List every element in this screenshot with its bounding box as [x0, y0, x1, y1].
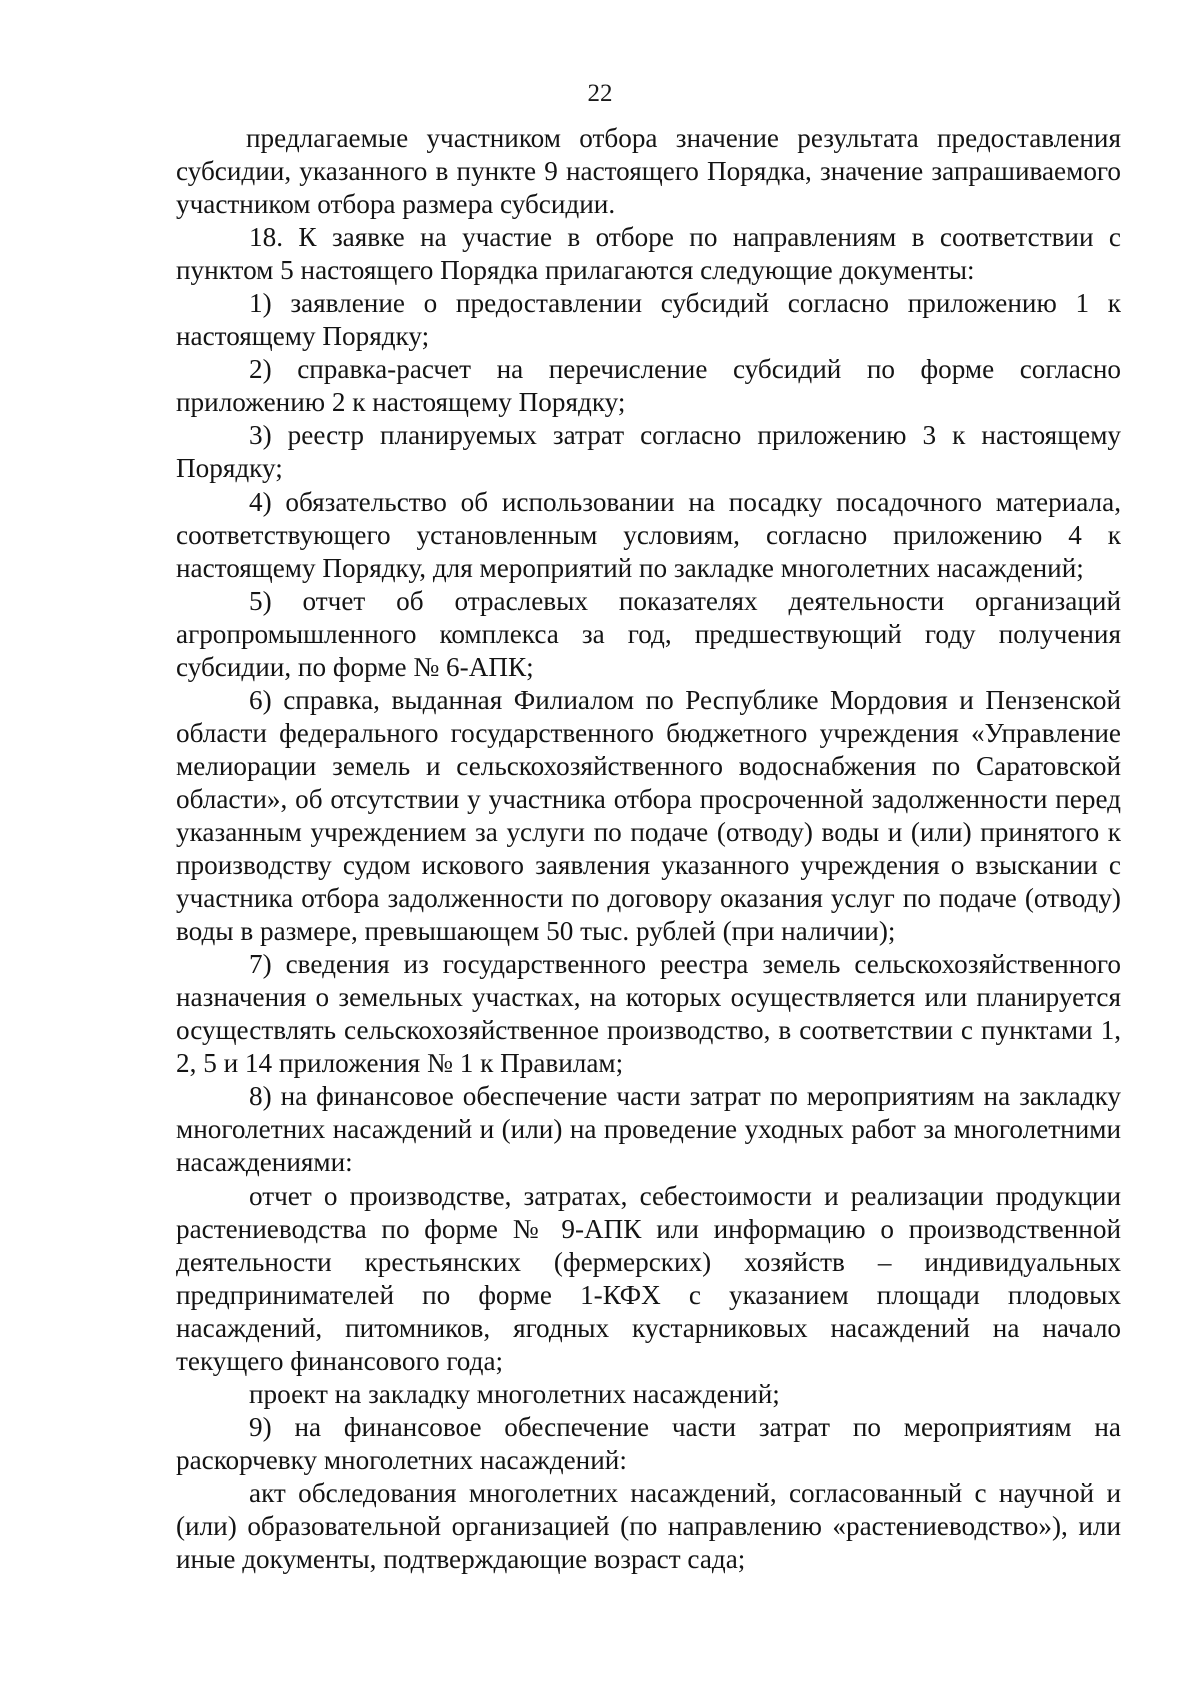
paragraph-subitem-4: 4) обязательство об использовании на посадку посадочного материала, соответствующего установленным условиям, согласно приложению 4 к настоящему Порядку, для мероприятий по закладке многолетних насаждений; — [176, 486, 1121, 583]
paragraph-item-18: 18. К заявке на участие в отборе по направлениям в соответствии с пунктом 5 настоящего Порядка прилагаются следующие документы: — [176, 222, 1121, 286]
page-number: 22 — [587, 80, 613, 107]
paragraph-subitem-8-report: отчет о производстве, затратах, себестоимости и реализации продукции растениеводства по форме № 9-АПК или информацию о производственной деятельности крестьянских (фермерских) хозяйств – индивидуальных предпринимателей по форме 1-КФХ с указанием площади плодовых насаждений, питомников, ягодных кустарниковых насаждений на начало текущего финансового года; — [176, 1180, 1121, 1376]
paragraph-subitem-8-project: проект на закладку многолетних насаждений; — [249, 1378, 780, 1409]
paragraph-subitem-9: 9) на финансовое обеспечение части затрат по мероприятиям на раскорчевку многолетних насаждений: — [176, 1411, 1121, 1475]
document-body — [176, 122, 1121, 1576]
paragraph-subitem-8: 8) на финансовое обеспечение части затрат по мероприятиям на закладку многолетних насаждений и (или) на проведение уходных работ за многолетними насаждениями: — [176, 1081, 1121, 1178]
paragraph-subitem-3: 3) реестр планируемых затрат согласно приложению 3 к настоящему Порядку; — [176, 420, 1121, 484]
paragraph-subitem-7: 7) сведения из государственного реестра земель сельскохозяйственного назначения о земельных участках, на которых осуществляется или планируется осуществлять сельскохозяйственное производство, в соответствии с пунктами 1, 2, 5 и 14 приложения № 1 к Правилам; — [176, 949, 1121, 1079]
paragraph-subitem-6: 6) справка, выданная Филиалом по Республике Мордовия и Пензенской области федерального государственного бюджетного учреждения «Управление мелиорации земель и сельскохозяйственного водоснабжения по Саратовской области», об отсутствии у участника отбора просроченной задолженности перед указанным учреждением за услуги по подаче (отводу) воды и (или) принятого к производству судом искового заявления указанного учреждения о взыскании с участника отбора задолженности по договору оказания услуг по подаче (отводу) воды в размере, превышающем 50 тыс. рублей (при наличии); — [176, 684, 1121, 947]
paragraph-subitem-1: 1) заявление о предоставлении субсидий согласно приложению 1 к настоящему Порядку; — [176, 288, 1121, 352]
paragraph-continuation: предлагаемые участником отбора значение результата предоставления субсидии, указанного в пункте 9 настоящего Порядка, значение запрашиваемого участником отбора размера субсидии. — [176, 123, 1121, 220]
paragraph-subitem-2: 2) справка-расчет на перечисление субсидий по форме согласно приложению 2 к настоящему Порядку; — [176, 354, 1121, 418]
paragraph-subitem-5: 5) отчет об отраслевых показателях деятельности организаций агропромышленного комплекса за год, предшествующий году получения субсидии, по форме № 6-АПК; — [176, 585, 1121, 682]
paragraph-subitem-9-act: акт обследования многолетних насаждений, согласованный с научной и (или) образовательной организацией (по направлению «растениеводство»), или иные документы, подтверждающие возраст сада; — [176, 1477, 1121, 1575]
